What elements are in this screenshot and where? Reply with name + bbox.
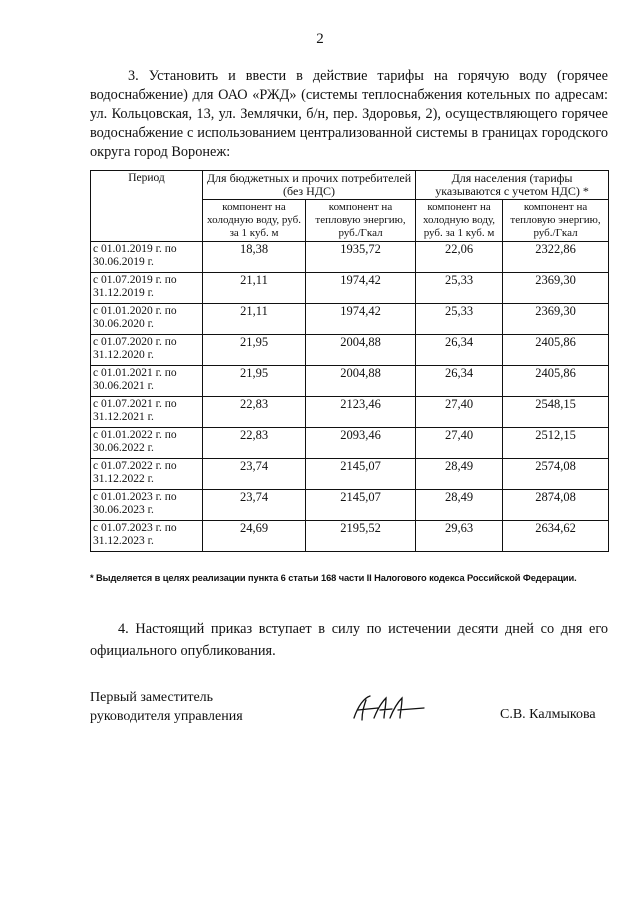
cell-value: 27,40	[416, 397, 503, 428]
cell-value: 2004,88	[306, 366, 416, 397]
table-row	[91, 366, 609, 397]
page-number: 2	[316, 31, 324, 47]
header-heat-energy-population: компонент на тепловую энергию, руб./Гкал	[503, 200, 609, 242]
cell-value: 28,49	[416, 490, 503, 521]
cell-value: 21,11	[203, 304, 306, 335]
table-row	[91, 397, 609, 428]
cell-value: 2322,86	[503, 242, 609, 273]
cell-period: с 01.07.2021 г. по 31.12.2021 г.	[91, 397, 203, 428]
cell-value: 22,83	[203, 428, 306, 459]
cell-period: с 01.07.2022 г. по 31.12.2022 г.	[91, 459, 203, 490]
cell-value: 21,95	[203, 335, 306, 366]
cell-value: 2512,15	[503, 428, 609, 459]
cell-value: 2145,07	[306, 459, 416, 490]
cell-value: 29,63	[416, 521, 503, 552]
cell-value: 21,11	[203, 273, 306, 304]
header-cold-water-population: компонент на холодную воду, руб. за 1 куб. м	[416, 200, 503, 242]
cell-period: с 01.01.2023 г. по 30.06.2023 г.	[91, 490, 203, 521]
cell-value: 1974,42	[306, 273, 416, 304]
cell-value: 26,34	[416, 335, 503, 366]
cell-period: с 01.01.2019 г. по 30.06.2019 г.	[91, 242, 203, 273]
cell-value: 23,74	[203, 459, 306, 490]
header-population-group: Для населения (тарифы указываются с учетом НДС) *	[416, 171, 609, 200]
cell-value: 18,38	[203, 242, 306, 273]
cell-value: 2874,08	[503, 490, 609, 521]
cell-period: с 01.01.2022 г. по 30.06.2022 г.	[91, 428, 203, 459]
cell-value: 2369,30	[503, 304, 609, 335]
signatory-title	[90, 688, 243, 726]
table-row	[91, 304, 609, 335]
cell-value: 27,40	[416, 428, 503, 459]
cell-value: 2093,46	[306, 428, 416, 459]
cell-value: 2145,07	[306, 490, 416, 521]
cell-value: 22,83	[203, 397, 306, 428]
cell-value: 2548,15	[503, 397, 609, 428]
cell-period: с 01.07.2019 г. по 31.12.2019 г.	[91, 273, 203, 304]
cell-value: 2634,62	[503, 521, 609, 552]
cell-value: 2405,86	[503, 366, 609, 397]
cell-period: с 01.01.2021 г. по 30.06.2021 г.	[91, 366, 203, 397]
handwritten-signature	[348, 692, 428, 726]
tariff-table	[90, 170, 609, 552]
table-row	[91, 335, 609, 366]
table-row	[91, 428, 609, 459]
header-budget-group: Для бюджетных и прочих потребителей (без НДС)	[203, 171, 416, 200]
signatory-title-line: Первый заместитель	[90, 690, 214, 705]
signatory-title-line: руководителя управления	[90, 709, 243, 724]
header-heat-energy: компонент на тепловую энергию, руб./Гкал	[306, 200, 416, 242]
cell-period: с 01.01.2020 г. по 30.06.2020 г.	[91, 304, 203, 335]
cell-value: 2405,86	[503, 335, 609, 366]
table-row	[91, 459, 609, 490]
table-row	[91, 273, 609, 304]
header-cold-water: компонент на холодную воду, руб. за 1 куб. м	[203, 200, 306, 242]
cell-value: 25,33	[416, 273, 503, 304]
cell-period: с 01.07.2020 г. по 31.12.2020 г.	[91, 335, 203, 366]
table-row	[91, 490, 609, 521]
cell-value: 2004,88	[306, 335, 416, 366]
header-period: Период	[91, 171, 203, 242]
cell-value: 22,06	[416, 242, 503, 273]
signatory-name: С.В. Калмыкова	[500, 707, 596, 722]
cell-value: 23,74	[203, 490, 306, 521]
cell-value: 1974,42	[306, 304, 416, 335]
cell-value: 21,95	[203, 366, 306, 397]
cell-value: 1935,72	[306, 242, 416, 273]
cell-value: 24,69	[203, 521, 306, 552]
cell-value: 2369,30	[503, 273, 609, 304]
cell-value: 2195,52	[306, 521, 416, 552]
footnote: * Выделяется в целях реализации пункта 6 статьи 168 части II Налогового кодекса Российской Федерации.	[90, 573, 577, 583]
paragraph-3: 3. Установить и ввести в действие тарифы на горячую воду (горячее водоснабжение) для ОАО «РЖД» (системы теплоснабжения котельных по адресам: ул. Кольцовская, 13, ул. Землячки, б/н, пер. Здоровья, 2), осуществляющего горячее водоснабжение с использованием централизованной системы в границах городского округа город Воронеж:	[90, 68, 608, 160]
cell-value: 2574,08	[503, 459, 609, 490]
cell-period: с 01.07.2023 г. по 31.12.2023 г.	[91, 521, 203, 552]
table-row	[91, 521, 609, 552]
cell-value: 2123,46	[306, 397, 416, 428]
cell-value: 25,33	[416, 304, 503, 335]
table-row	[91, 242, 609, 273]
cell-value: 28,49	[416, 459, 503, 490]
cell-value: 26,34	[416, 366, 503, 397]
paragraph-4: 4. Настоящий приказ вступает в силу по истечении десяти дней со дня его официального опубликования.	[90, 621, 608, 659]
